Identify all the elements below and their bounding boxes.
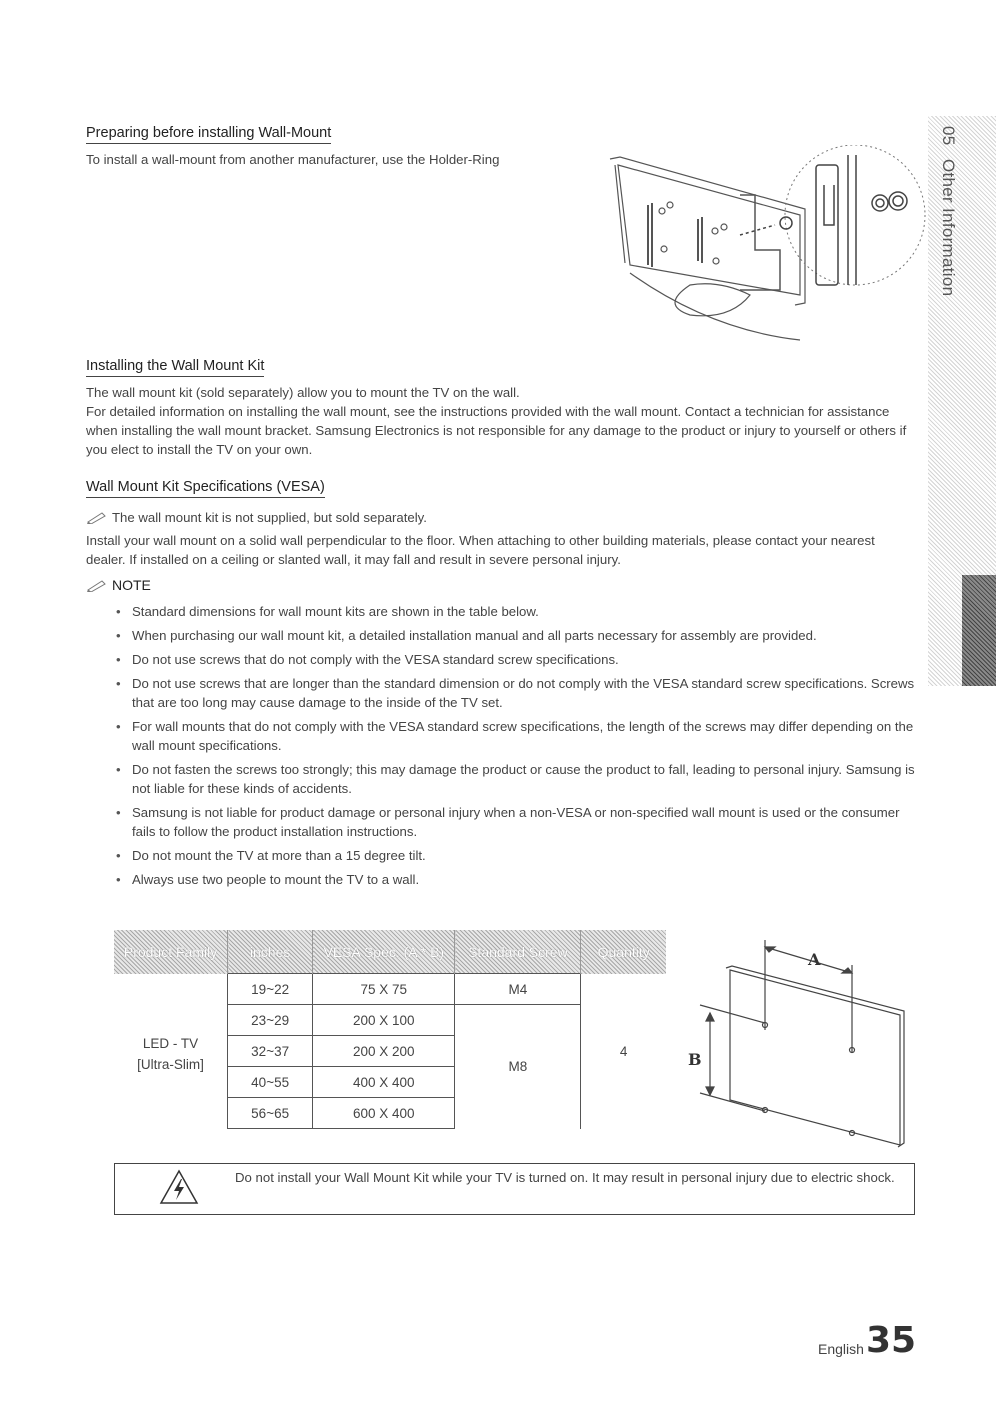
product-family-sub: [Ultra-Slim] xyxy=(137,1057,204,1072)
chapter-title xyxy=(930,126,958,316)
pencil-note-icon xyxy=(86,510,108,524)
header-quantity: Quantity xyxy=(581,930,666,974)
dimension-b-label: B xyxy=(688,1050,702,1069)
spec-heading: Wall Mount Kit Specifications (VESA) xyxy=(86,478,325,498)
inches-cell: 23~29 xyxy=(228,1005,313,1036)
prep-text: To install a wall-mount from another manufacturer, use the Holder-Ring xyxy=(86,152,500,167)
header-product-family: Product Family xyxy=(114,930,228,974)
note-label: NOTE xyxy=(112,577,151,593)
electric-shock-warning-icon xyxy=(159,1169,199,1205)
footer-language: English xyxy=(818,1341,864,1357)
vesa-cell: 400 X 400 xyxy=(313,1067,455,1098)
note-bullet: • When purchasing our wall mount kit, a detailed installation manual and all parts necessary for assembly are provided. xyxy=(116,626,916,645)
page-number: 35 xyxy=(866,1320,917,1361)
install-paragraph-2: For detailed information on installing the wall mount, see the instructions provided with the wall mount. Contact a technician for assistance when installing the wall mount bracket. Samsung Electronics is not responsible for any damage to the product or injury to yourself or others if you elect to install the TV on your own. xyxy=(86,404,907,457)
vesa-cell: 75 X 75 xyxy=(313,974,455,1005)
dimension-a-label: A xyxy=(808,950,821,969)
inches-cell: 56~65 xyxy=(228,1098,313,1129)
note-bullet-list xyxy=(116,602,916,894)
spec-paragraph: Install your wall mount on a solid wall perpendicular to the floor. When attaching to other building materials, please contact your nearest dealer. If installed on a ceiling or slanted wall, it may fall and result in severe personal injury. xyxy=(86,533,875,567)
pencil-note-icon xyxy=(86,578,108,592)
note-heading xyxy=(86,576,151,595)
install-text xyxy=(86,383,916,459)
header-standard-screw: Standard Screw xyxy=(455,930,581,974)
table-row xyxy=(114,974,666,1005)
screw-cell: M4 xyxy=(455,974,581,1005)
note-bullet: • Standard dimensions for wall mount kits are shown in the table below. xyxy=(116,602,916,621)
prep-heading: Preparing before installing Wall-Mount xyxy=(86,124,331,144)
inches-cell: 19~22 xyxy=(228,974,313,1005)
note-bullet: • Do not fasten the screws too strongly; this may damage the product or cause the product to fall, leading to personal injury. Samsung is not liable for these kinds of accidents. xyxy=(116,760,916,798)
spec-note-text: The wall mount kit is not supplied, but sold separately. xyxy=(112,510,427,525)
holder-ring-illustration xyxy=(590,145,930,355)
side-tab-marker xyxy=(962,575,996,686)
install-paragraph-1: The wall mount kit (sold separately) allow you to mount the TV on the wall. xyxy=(86,385,520,400)
vesa-dimension-diagram xyxy=(680,935,915,1150)
inches-cell: 40~55 xyxy=(228,1067,313,1098)
header-inches: inches xyxy=(228,930,313,974)
vesa-cell: 600 X 400 xyxy=(313,1098,455,1129)
product-family-cell xyxy=(114,974,228,1129)
note-bullet: • Do not use screws that do not comply with the VESA standard screw specifications. xyxy=(116,650,916,669)
note-bullet: • Do not mount the TV at more than a 15 degree tilt. xyxy=(116,846,916,865)
product-family-name: LED - TV xyxy=(142,1036,199,1051)
warning-text: Do not install your Wall Mount Kit while your TV is turned on. It may result in personal injury due to electric shock. xyxy=(235,1170,895,1185)
chapter-label: Other Information xyxy=(939,158,958,296)
spec-note xyxy=(86,508,427,527)
table-header-row xyxy=(114,930,666,974)
note-bullet: • Samsung is not liable for product damage or personal injury when a non-VESA or non-specified wall mount is used or the consumer fails to follow the product installation instructions. xyxy=(116,803,916,841)
screw-cell: M8 xyxy=(455,1005,581,1129)
note-bullet: • Always use two people to mount the TV to a wall. xyxy=(116,870,916,889)
header-vesa-spec: VESA Spec. (A * B) xyxy=(313,930,455,974)
warning-box xyxy=(114,1163,915,1215)
quantity-cell: 4 xyxy=(581,974,666,1129)
install-heading: Installing the Wall Mount Kit xyxy=(86,357,264,377)
chapter-number: 05 xyxy=(939,126,958,146)
vesa-cell: 200 X 100 xyxy=(313,1005,455,1036)
vesa-cell: 200 X 200 xyxy=(313,1036,455,1067)
note-bullet: • Do not use screws that are longer than the standard dimension or do not comply with the VESA standard screw specifications. Screws that are too long may cause damage to the inside of the TV set. xyxy=(116,674,916,712)
note-bullet: • For wall mounts that do not comply with the VESA standard screw specifications, the length of the screws may differ depending on the wall mount specifications. xyxy=(116,717,916,755)
inches-cell: 32~37 xyxy=(228,1036,313,1067)
vesa-spec-table xyxy=(114,930,666,1129)
